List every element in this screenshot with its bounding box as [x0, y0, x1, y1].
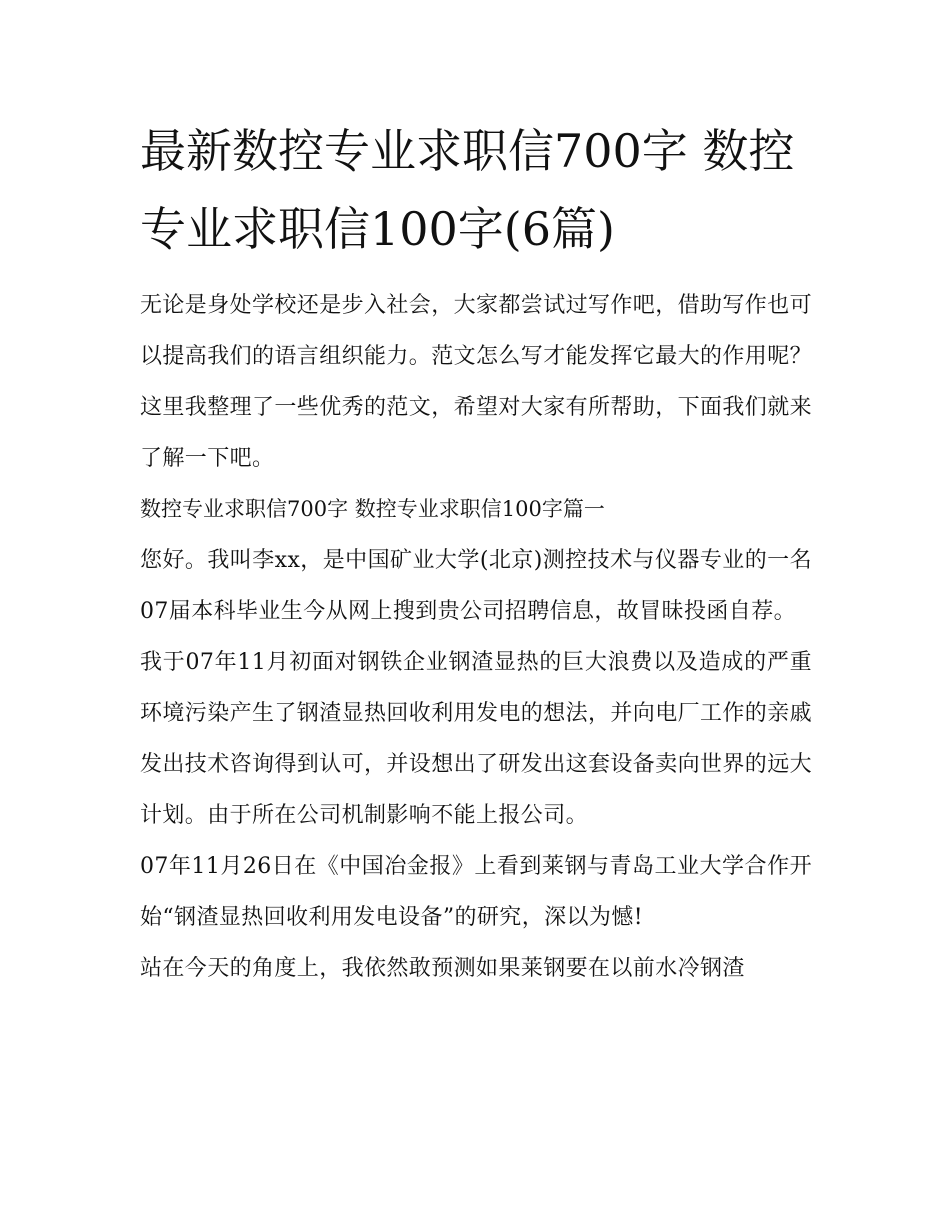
document-title: 最新数控专业求职信700字 数控专业求职信100字(6篇): [140, 124, 795, 256]
body-paragraph-2: 我于07年11月初面对钢铁企业钢渣显热的巨大浪费以及造成的严重环境污染产生了钢渣显热回收利用发电的想法，并向电厂工作的亲戚发出技术咨询得到认可，并设想出了研发出这套设备卖向世界的远大计划。由于所在公司机制影响不能上报公司。: [140, 650, 813, 828]
body-paragraph-3: 07年11月26日在《中国冶金报》上看到莱钢与青岛工业大学合作开始“钢渣显热回收利用发电设备”的研究，深以为憾!: [140, 854, 812, 930]
body-paragraph-1: 您好。我叫李xx，是中国矿业大学(北京)测控技术与仪器专业的一名07届本科毕业生今从网上搜到贵公司招聘信息，故冒昧投函自荐。: [140, 548, 812, 624]
section-heading: 数控专业求职信700字 数控专业求职信100字篇一: [140, 497, 605, 521]
document-page: [140, 112, 812, 994]
intro-paragraph: 无论是身处学校还是步入社会，大家都尝试过写作吧，借助写作也可以提高我们的语言组织能力。范文怎么写才能发挥它最大的作用呢？这里我整理了一些优秀的范文，希望对大家有所帮助，下面我们就来了解一下吧。: [140, 293, 813, 471]
body-paragraph-4: 站在今天的角度上，我依然敢预测如果莱钢要在以前水冷钢渣: [140, 956, 745, 981]
